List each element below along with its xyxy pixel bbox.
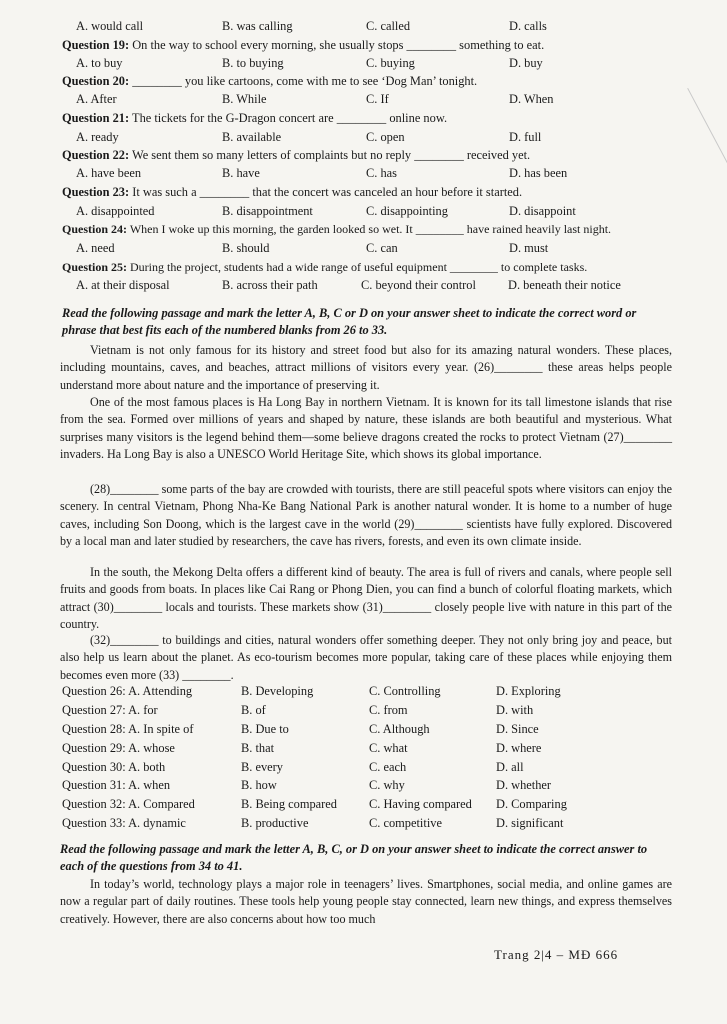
q24-option-b: B. should	[222, 241, 270, 255]
passage1-paragraph-3: (28)________ some parts of the bay are crowded with tourists, there are still peaceful spots where visitors can enjoy the scenery. In central Vietnam, Phong Nha-Ke Bang National Park is another natural wonder. It is home to a number of huge caves, including Son Doong, which is the largest cave in the world (29)________ scientists have fully explored. Discovered by a local man and later studied by researchers, the cave has rivers, forests, and even its own climate inside.	[60, 482, 672, 548]
q23-option-c: C. disappointing	[366, 204, 448, 218]
q21-option-d: D. full	[509, 130, 542, 144]
q22-option-b: B. have	[222, 166, 260, 180]
table-row	[0, 758, 727, 776]
q22-option-a: A. have been	[76, 166, 142, 180]
table-cell-c: C. competitive	[369, 816, 442, 830]
q19-stem	[0, 36, 727, 54]
q22-option-d: D. has been	[509, 166, 568, 180]
table-cell-c: C. each	[369, 760, 407, 774]
q23-text: It was such a ________ that the concert was canceled an hour before it started.	[132, 185, 523, 199]
q25-text: During the project, students had a wide range of useful equipment ________ to complete tasks.	[130, 260, 588, 274]
q25-stem	[0, 258, 727, 276]
table-cell-b: B. that	[241, 741, 275, 755]
q20-text: ________ you like cartoons, come with me to see ‘Dog Man’ tonight.	[132, 74, 478, 88]
table-cell-d: D. Exploring	[496, 684, 561, 698]
table-cell-b: B. productive	[241, 816, 309, 830]
q21-options	[0, 128, 727, 146]
table-row	[0, 795, 727, 813]
q18-option-a: A. would call	[76, 19, 144, 33]
table-cell-question: Question 32: A. Compared	[62, 797, 195, 811]
table-cell-d: D. where	[496, 741, 542, 755]
table-cell-c: C. Controlling	[369, 684, 441, 698]
q21-text: The tickets for the G-Dragon concert are ________ online now.	[132, 111, 448, 125]
table-cell-b: B. of	[241, 703, 266, 717]
table-cell-d: D. with	[496, 703, 534, 717]
table-row	[0, 682, 727, 700]
table-cell-b: B. Developing	[241, 684, 314, 698]
table-cell-question: Question 33: A. dynamic	[62, 816, 186, 830]
q25-option-b: B. across their path	[222, 278, 318, 292]
q20-option-a: A. After	[76, 92, 117, 106]
table-cell-d: D. all	[496, 760, 524, 774]
q20-options	[0, 90, 727, 108]
q18-option-c: C. called	[366, 19, 411, 33]
table-row	[0, 739, 727, 757]
q24-option-a: A. need	[76, 241, 115, 255]
q19-option-d: D. buy	[509, 56, 543, 70]
q21-option-c: C. open	[366, 130, 405, 144]
q18-option-b: B. was calling	[222, 19, 293, 33]
table-row	[0, 701, 727, 719]
q19-option-c: C. buying	[366, 56, 415, 70]
q24-option-d: D. must	[509, 241, 549, 255]
q23-option-d: D. disappoint	[509, 204, 576, 218]
q18-option-d: D. calls	[509, 19, 547, 33]
table-cell-question: Question 30: A. both	[62, 760, 166, 774]
q23-option-b: B. disappointment	[222, 204, 313, 218]
table-cell-question: Question 29: A. whose	[62, 741, 175, 755]
table-row	[0, 776, 727, 794]
table-cell-c: C. from	[369, 703, 408, 717]
q24-options	[0, 239, 727, 257]
table-cell-question: Question 27: A. for	[62, 703, 158, 717]
q23-label: Question 23:	[62, 185, 130, 199]
table-cell-question: Question 28: A. In spite of	[62, 722, 194, 736]
q20-option-b: B. While	[222, 92, 267, 106]
page-footer: Trang 2|4 – MĐ 666	[494, 947, 619, 962]
table-cell-c: C. why	[369, 778, 405, 792]
q18-options	[0, 17, 727, 35]
table-cell-d: D. Since	[496, 722, 539, 736]
table-row	[0, 814, 727, 832]
table-cell-d: D. Comparing	[496, 797, 567, 811]
q25-option-a: A. at their disposal	[76, 278, 170, 292]
q20-label: Question 20:	[62, 74, 130, 88]
q23-stem	[0, 183, 727, 201]
q19-label: Question 19:	[62, 38, 130, 52]
table-cell-c: C. what	[369, 741, 408, 755]
q21-option-a: A. ready	[76, 130, 119, 144]
q23-option-a: A. disappointed	[76, 204, 155, 218]
passage1-paragraph-4: In the south, the Mekong Delta offers a different kind of beauty. The area is full of rivers and canals, where people sell fruits and goods from boats. In places like Cai Rang or Phong Dien, you can find a bunch of colorful floating markets, which attract (30)________ locals and tourists. These markets show (31)________ closely people live with nature in this part of the country.	[60, 565, 672, 631]
q23-options	[0, 202, 727, 220]
q24-stem	[0, 220, 727, 238]
q22-stem	[0, 146, 727, 164]
table-cell-question: Question 26: A. Attending	[62, 684, 193, 698]
table-cell-b: B. how	[241, 778, 277, 792]
table-cell-d: D. whether	[496, 778, 552, 792]
q19-option-a: A. to buy	[76, 56, 123, 70]
table-cell-b: B. Being compared	[241, 797, 338, 811]
passage1-paragraph-1: Vietnam is not only famous for its history and street food but also for its amazing natural wonders. These places, including mountains, caves, and beaches, attract millions of visitors every year. (26)________ these areas helps people understand more about nature and the importance of preserving it.	[60, 343, 672, 392]
passage2-instruction: Read the following passage and mark the letter A, B, C, or D on your answer sheet to indicate the correct answer to each of the questions from 34 to 41.	[60, 842, 648, 873]
passage1-paragraph-5: (32)________ to buildings and cities, natural wonders offer something deeper. They not only bring joy and peace, but also help us learn about the planet. As eco-tourism becomes more popular, taking care of these places while enjoying them becomes even more (33) ________.	[60, 633, 672, 682]
table-cell-b: B. every	[241, 760, 283, 774]
q24-text: When I woke up this morning, the garden looked so wet. It ________ have rained heavily last night.	[129, 222, 612, 236]
q20-option-c: C. If	[366, 92, 389, 106]
q24-label: Question 24:	[62, 222, 128, 236]
q21-option-b: B. available	[222, 130, 282, 144]
table-cell-d: D. significant	[496, 816, 564, 830]
q24-option-c: C. can	[366, 241, 398, 255]
q25-option-c: C. beyond their control	[361, 278, 476, 292]
table-cell-b: B. Due to	[241, 722, 289, 736]
q21-label: Question 21:	[62, 111, 130, 125]
q22-option-c: C. has	[366, 166, 397, 180]
passage2-paragraph-1: In today’s world, technology plays a major role in teenagers’ lives. Smartphones, social media, and online games are now a regular part of daily routines. These tools help young people stay connected, learn new things, and express themselves creatively. However, there are also concerns about how too much	[60, 877, 672, 926]
table-cell-c: C. Having compared	[369, 797, 472, 811]
q20-stem	[0, 72, 727, 90]
q25-options	[0, 276, 727, 294]
q25-option-d: D. beneath their notice	[508, 278, 621, 292]
q20-option-d: D. When	[509, 92, 554, 106]
q21-stem	[0, 109, 727, 127]
q22-label: Question 22:	[62, 148, 130, 162]
q22-options	[0, 164, 727, 182]
q22-text: We sent them so many letters of complaints but no reply ________ received yet.	[132, 148, 531, 162]
q19-options	[0, 54, 727, 72]
q19-option-b: B. to buying	[222, 56, 284, 70]
table-row	[0, 720, 727, 738]
table-cell-question: Question 31: A. when	[62, 778, 171, 792]
q25-label: Question 25:	[62, 260, 128, 274]
table-cell-c: C. Although	[369, 722, 430, 736]
passage1-paragraph-2: One of the most famous places is Ha Long Bay in northern Vietnam. It is known for its tall limestone islands that rise from the sea. Formed over millions of years and shaped by nature, these islands are both beautiful and mysterious. What surprises many visitors is the legend behind them—some believe dragons created the rocks to protect Vietnam (27)________ invaders. Ha Long Bay is also a UNESCO World Heritage Site, which shows its global importance.	[60, 395, 672, 461]
q19-text: On the way to school every morning, she usually stops ________ something to eat.	[132, 38, 545, 52]
passage1-instruction: Read the following passage and mark the letter A, B, C or D on your answer sheet to indicate the correct word or phrase that best fits each of the numbered blanks from 26 to 33.	[62, 306, 637, 337]
